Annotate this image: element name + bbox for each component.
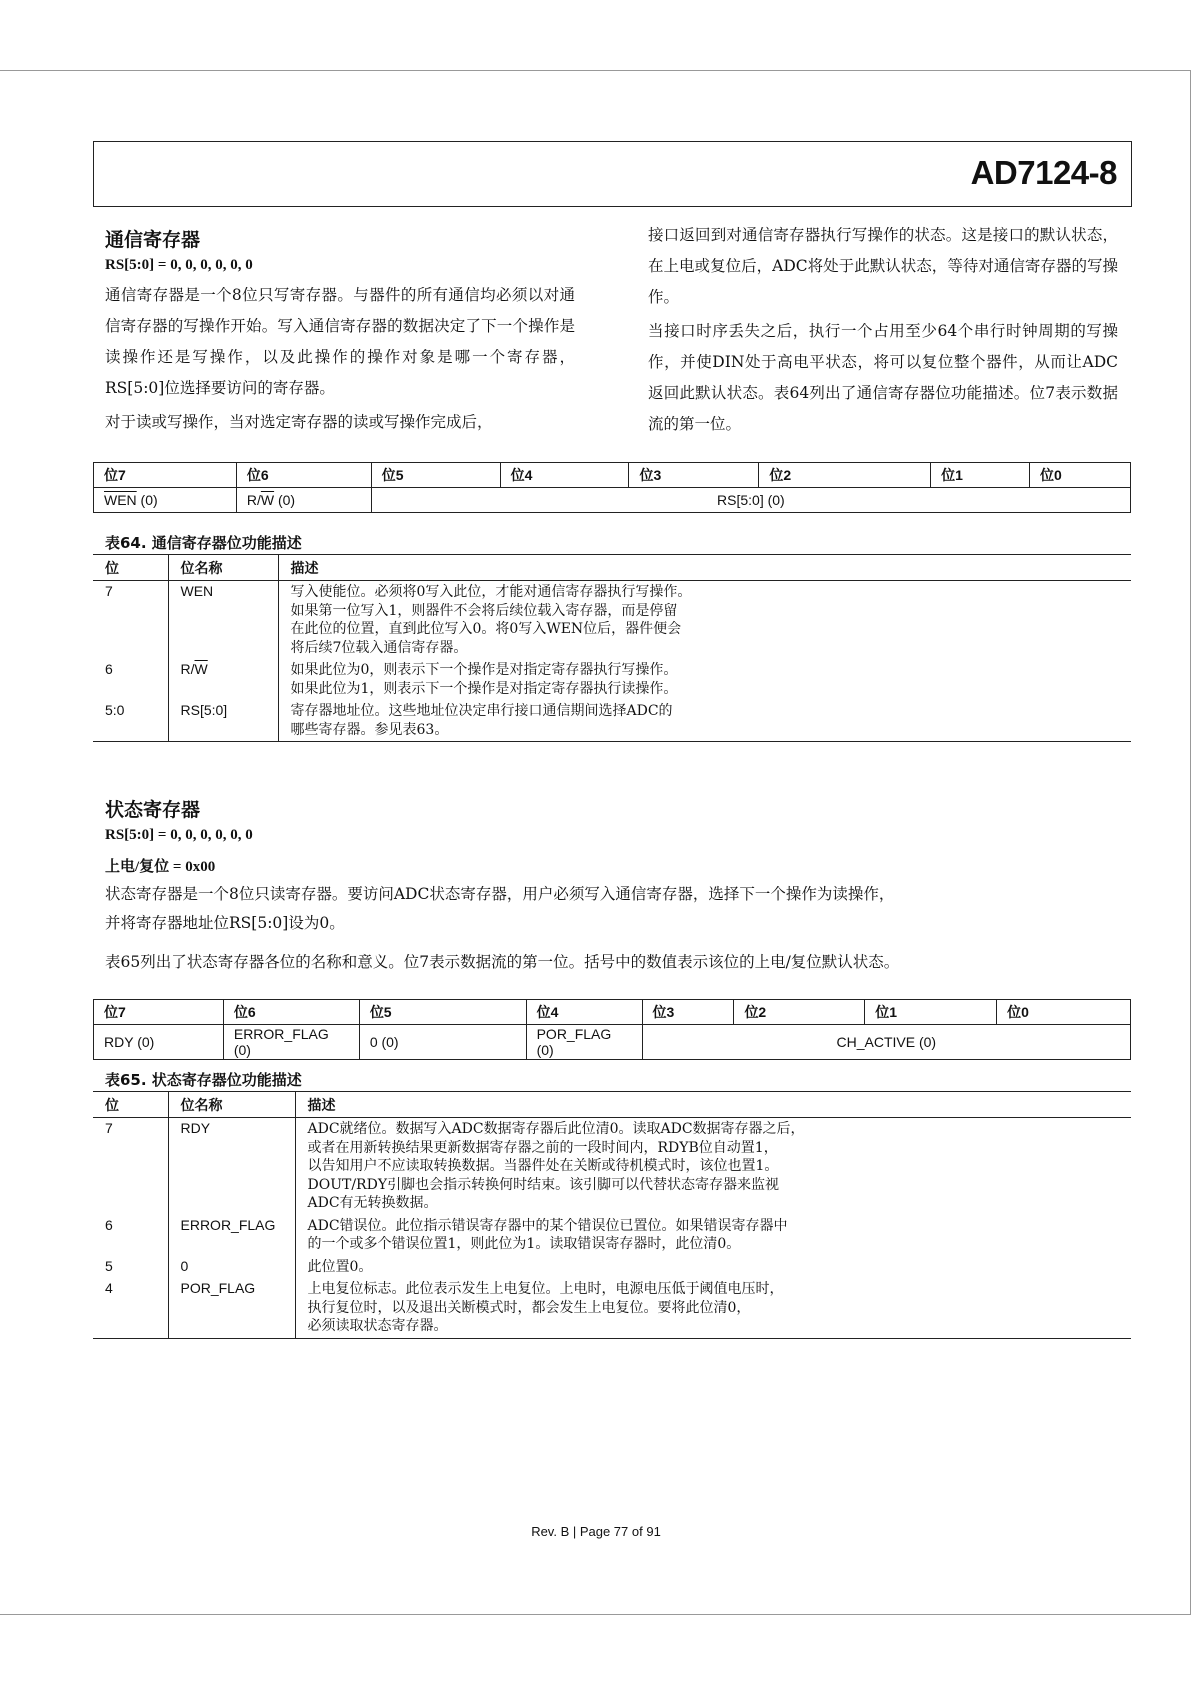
table-row: 6 ERROR_FLAG ADC错误位。此位指示错误寄存器中的某个错误位已置位。如果错误寄存器中 的一个或多个错误位置1，则此位为1。读取错误寄存器时，此位清0。 [93,1215,1131,1256]
comm-paragraph-1: 通信寄存器是一个8位只写寄存器。与器件的所有通信均必须以对通信寄存器的写操作开始。写入通信寄存器的数据决定了下一个操作是读操作还是写操作，以及此操作的操作对象是哪一个寄存器，RS[5:0]位选择要访问的寄存器。 [105,286,575,397]
table-row: 5 0 此位置0。 [93,1256,1131,1279]
bit-header: 位3 [629,463,759,488]
table-65-caption: 表65. 状态寄存器位功能描述 [105,1071,302,1089]
bit-header: 位7 [94,1000,224,1025]
comm-bit-map-table [93,462,1131,513]
bit-header: 位5 [371,463,500,488]
table-65 [93,1091,1131,1339]
table-row: 7 WEN 写入使能位。必须将0写入此位，才能对通信寄存器执行写操作。 如果第一位写入1，则器件不会将后续位载入寄存器，而是停留 在此位的位置，直到此位写入0。将0写入WEN位后，器件便会 将后续7位载入通信寄存器。 [93,581,1131,660]
bit-ch-active: CH_ACTIVE (0) [642,1025,1130,1060]
table-64-header [93,555,1131,581]
comm-bit-map-values [94,488,1131,513]
comm-paragraph-2: 对于读或写操作，当对选定寄存器的读或写操作完成后， [105,413,493,431]
status-bit-map-header [94,1000,1131,1025]
bit-header: 位3 [642,1000,734,1025]
col-name: 位名称 [168,555,278,581]
table-row: 7 RDY ADC就绪位。数据写入ADC数据寄存器后此位清0。读取ADC数据寄存器之后， 或者在用新转换结果更新数据寄存器之前的一段时间内，RDYB位自动置1， 以告知用户不应读取转换数据。当器件处在关断或待机模式时，该位也置1。 DOUT/RDY引脚也会指示转换何时结束。该引脚可以代替状态寄存器来监视 ADC有无转换数据。 [93,1118,1131,1215]
bit-header: 位6 [236,463,371,488]
bit-error-flag: ERROR_FLAG (0) [223,1025,359,1060]
bit-header: 位7 [94,463,237,488]
table-row: 5:0 RS[5:0] 寄存器地址位。这些地址位决定串行接口通信期间选择ADC的 哪些寄存器。参见表63。 [93,700,1131,742]
col-bit: 位 [93,555,168,581]
bit-zero: 0 (0) [359,1025,526,1060]
bit-rdy: RDY (0) [94,1025,224,1060]
header-box [93,141,1132,207]
comm-register-title: 通信寄存器 [105,229,201,251]
col-desc: 描述 [295,1092,1131,1118]
status-bit-map-values [94,1025,1131,1060]
col-desc: 描述 [278,555,1131,581]
status-register-title: 状态寄存器 [105,799,201,821]
col-bit: 位 [93,1092,168,1118]
bit-header: 位0 [1030,463,1131,488]
bit-header: 位5 [359,1000,526,1025]
page-footer: Rev. B | Page 77 of 91 [531,1524,661,1539]
comm-rs-line: RS[5:0] = 0, 0, 0, 0, 0, 0 [105,257,253,273]
bit-header: 位6 [223,1000,359,1025]
table-64 [93,554,1131,742]
table-65-header [93,1092,1131,1118]
bit-por-flag: POR_FLAG (0) [526,1025,642,1060]
comm-bit-map-header [94,463,1131,488]
bit-header: 位2 [759,463,931,488]
status-reset-line: 上电/复位 = 0x00 [105,859,216,875]
status-paragraph-1a: 状态寄存器是一个8位只读寄存器。要访问ADC状态寄存器，用户必须写入通信寄存器，选择下一个操作为读操作， [105,885,895,903]
status-paragraph-1b: 并将寄存器地址位RS[5:0]设为0。 [105,914,345,932]
bit-rs: RS[5:0] (0) [371,488,1130,513]
comm-paragraph-3: 接口返回到对通信寄存器执行写操作的状态。这是接口的默认状态，在上电或复位后，ADC将处于此默认状态，等待对通信寄存器的写操作。 [648,226,1118,306]
table-64-caption: 表64. 通信寄存器位功能描述 [105,534,302,552]
table-row: 4 POR_FLAG 上电复位标志。此位表示发生上电复位。上电时，电源电压低于阈值电压时， 执行复位时，以及退出关断模式时，都会发生上电复位。要将此位清0， 必须读取状态寄存器。 [93,1278,1131,1338]
bit-header: 位4 [526,1000,642,1025]
table-row: 6 $R/\overline{W}$ 如果此位为0，则表示下一个操作是对指定寄存器执行写操作。 如果此位为1，则表示下一个操作是对指定寄存器执行读操作。 [93,659,1131,700]
bit-header: 位1 [931,463,1030,488]
doc-title: AD7124-8 [970,154,1117,191]
status-paragraph-2: 表65列出了状态寄存器各位的名称和意义。位7表示数据流的第一位。括号中的数值表示该位的上电/复位默认状态。 [105,953,900,971]
status-bit-map-table [93,999,1131,1060]
bit-header: 位1 [865,1000,997,1025]
bit-header: 位4 [500,463,629,488]
bit-header: 位2 [734,1000,865,1025]
col-name: 位名称 [168,1092,295,1118]
bit-rw: $R/\overline{W}$ (0) [236,488,371,513]
bit-header: 位0 [997,1000,1131,1025]
bit-wen: $\overline{WEN}$ (0) [94,488,237,513]
comm-paragraph-4: 当接口时序丢失之后，执行一个占用至少64个串行时钟周期的写操作，并使DIN处于高电平状态，将可以复位整个器件，从而让ADC返回此默认状态。表64列出了通信寄存器位功能描述。位7表示数据流的第一位。 [648,322,1118,433]
status-rs-line: RS[5:0] = 0, 0, 0, 0, 0, 0 [105,827,253,843]
